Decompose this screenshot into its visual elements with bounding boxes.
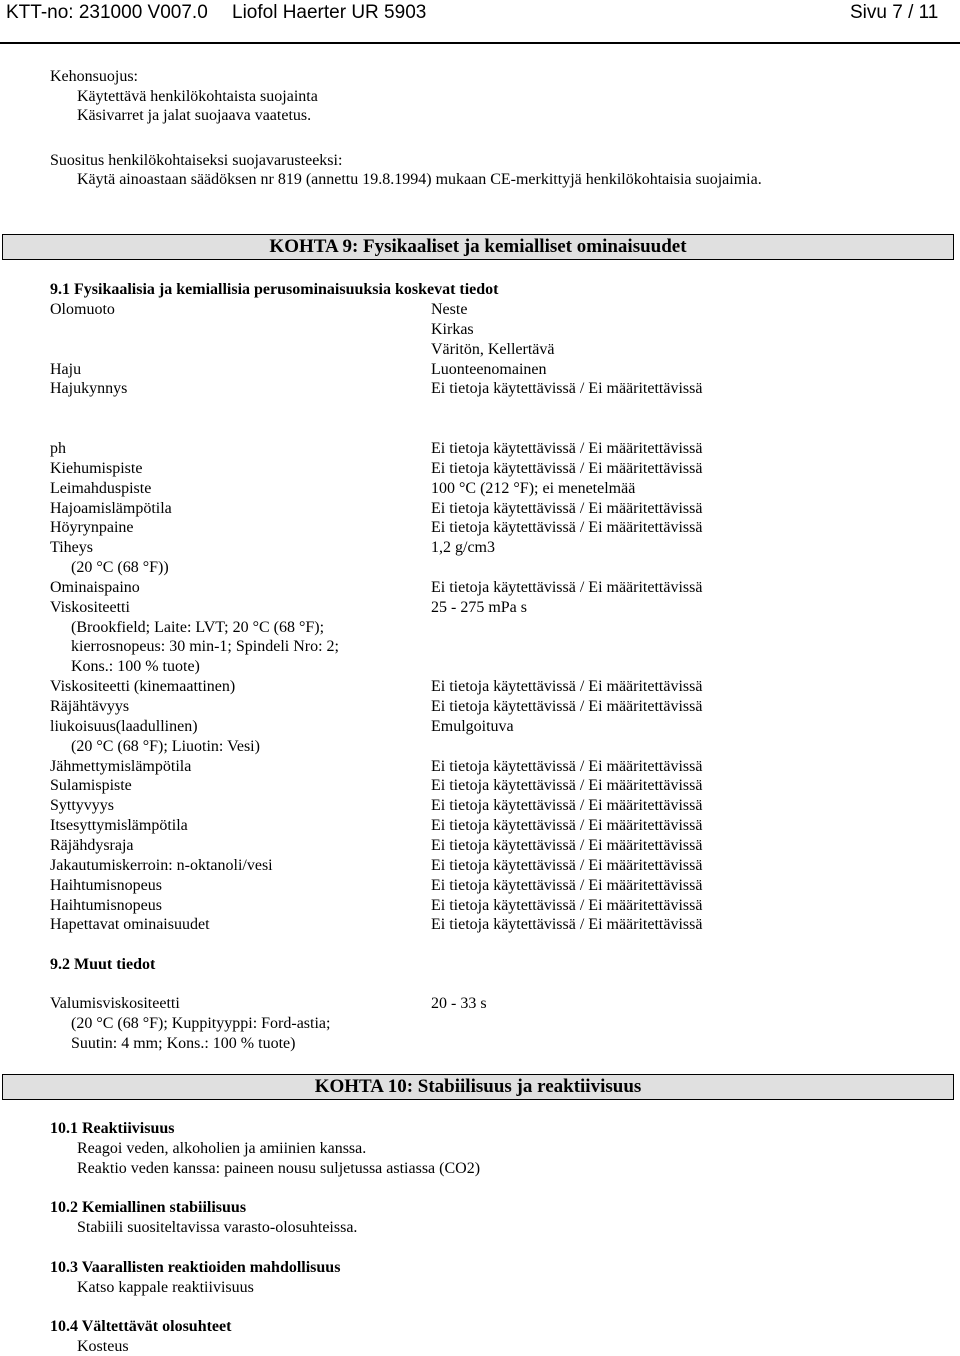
property-label: Haju bbox=[50, 361, 82, 378]
flow-viscosity-label: Valumisviskositeetti bbox=[50, 995, 180, 1012]
property-label: Haihtumisnopeus bbox=[50, 897, 162, 914]
body-protection-line: Käytettävä henkilökohtaista suojainta bbox=[77, 88, 318, 105]
recommendation-line: Käytä ainoastaan säädöksen nr 819 (annettu 19.8.1994) mukaan CE-merkittyjä henkilökohtaisia suojaimia. bbox=[77, 171, 762, 188]
property-value: Ei tietoja käytettävissä / Ei määritettävissä bbox=[431, 519, 703, 536]
property-value: 25 - 275 mPa s bbox=[431, 599, 527, 616]
property-value: Ei tietoja käytettävissä / Ei määritettävissä bbox=[431, 877, 703, 894]
property-label: Hapettavat ominaisuudet bbox=[50, 916, 210, 933]
property-label: Itsesyttymislämpötila bbox=[50, 817, 188, 834]
property-label: (20 °C (68 °F); Liuotin: Vesi) bbox=[71, 738, 260, 755]
subsection-9-1-title: 9.1 Fysikaalisia ja kemiallisia perusominaisuuksia koskevat tiedot bbox=[50, 281, 499, 298]
property-label: liukoisuus(laadullinen) bbox=[50, 718, 198, 735]
property-value: Ei tietoja käytettävissä / Ei määritettävissä bbox=[431, 380, 703, 397]
property-label: Kiehumispiste bbox=[50, 460, 143, 477]
subsection-10-4-line: Kosteus bbox=[77, 1338, 129, 1355]
property-value: Ei tietoja käytettävissä / Ei määritettävissä bbox=[431, 758, 703, 775]
property-label: Hajukynnys bbox=[50, 380, 128, 397]
property-label: Leimahduspiste bbox=[50, 480, 152, 497]
property-label: Kons.: 100 % tuote) bbox=[71, 658, 200, 675]
property-label: Höyrynpaine bbox=[50, 519, 134, 536]
property-label: kierrosnopeus: 30 min-1; Spindeli Nro: 2; bbox=[71, 638, 339, 655]
property-label: Viskositeetti bbox=[50, 599, 130, 616]
property-value: Emulgoituva bbox=[431, 718, 514, 735]
property-value: Ei tietoja käytettävissä / Ei määritettävissä bbox=[431, 797, 703, 814]
property-value: Ei tietoja käytettävissä / Ei määritettävissä bbox=[431, 777, 703, 794]
property-label: (Brookfield; Laite: LVT; 20 °C (68 °F); bbox=[71, 619, 325, 636]
property-value: Väritön, Kellertävä bbox=[431, 341, 555, 358]
subsection-9-2-title: 9.2 Muut tiedot bbox=[50, 956, 156, 973]
property-value: Ei tietoja käytettävissä / Ei määritettävissä bbox=[431, 837, 703, 854]
subsection-10-3-line: Katso kappale reaktiivisuus bbox=[77, 1279, 254, 1296]
header-rule bbox=[0, 42, 960, 44]
property-value: Ei tietoja käytettävissä / Ei määritettävissä bbox=[431, 698, 703, 715]
subsection-10-1-title: 10.1 Reaktiivisuus bbox=[50, 1120, 175, 1137]
property-label: (20 °C (68 °F)) bbox=[71, 559, 169, 576]
property-label: Ominaispaino bbox=[50, 579, 140, 596]
section-10-title: KOHTA 10: Stabiilisuus ja reaktiivisuus bbox=[2, 1074, 954, 1100]
flow-viscosity-value: 20 - 33 s bbox=[431, 995, 487, 1012]
property-label: Räjähdysraja bbox=[50, 837, 134, 854]
subsection-10-4-title: 10.4 Vältettävät olosuhteet bbox=[50, 1318, 232, 1335]
property-value: Ei tietoja käytettävissä / Ei määritettävissä bbox=[431, 440, 703, 457]
property-value: Luonteenomainen bbox=[431, 361, 547, 378]
subsection-10-1-line: Reaktio veden kanssa: paineen nousu suljetussa astiassa (CO2) bbox=[77, 1160, 481, 1177]
property-label: Räjähtävyys bbox=[50, 698, 130, 715]
flow-viscosity-note: (20 °C (68 °F); Kuppityyppi: Ford-astia; bbox=[71, 1015, 331, 1032]
property-label: Haihtumisnopeus bbox=[50, 877, 162, 894]
property-value: Ei tietoja käytettävissä / Ei määritettävissä bbox=[431, 897, 703, 914]
property-label: ph bbox=[50, 440, 66, 457]
subsection-10-2-line: Stabiili suositeltavissa varasto-olosuhteissa. bbox=[77, 1219, 358, 1236]
property-value: Kirkas bbox=[431, 321, 474, 338]
property-value: 1,2 g/cm3 bbox=[431, 539, 495, 556]
property-value: Ei tietoja käytettävissä / Ei määritettävissä bbox=[431, 916, 703, 933]
property-label: Jähmettymislämpötila bbox=[50, 758, 192, 775]
property-value: Ei tietoja käytettävissä / Ei määritettävissä bbox=[431, 678, 703, 695]
property-label: Viskositeetti (kinemaattinen) bbox=[50, 678, 236, 695]
subsection-10-3-title: 10.3 Vaarallisten reaktioiden mahdollisuus bbox=[50, 1259, 341, 1276]
section-9-title: KOHTA 9: Fysikaaliset ja kemialliset ominaisuudet bbox=[2, 234, 954, 260]
body-protection-label: Kehonsuojus: bbox=[50, 68, 138, 85]
document-id: KTT-no: 231000 V007.0 bbox=[6, 2, 208, 23]
property-label: Sulamispiste bbox=[50, 777, 132, 794]
page-number: Sivu 7 / 11 bbox=[850, 2, 939, 23]
property-value: Ei tietoja käytettävissä / Ei määritettävissä bbox=[431, 579, 703, 596]
property-label: Hajoamislämpötila bbox=[50, 500, 172, 517]
subsection-10-1-line: Reagoi veden, alkoholien ja amiinien kanssa. bbox=[77, 1140, 367, 1157]
property-label: Olomuoto bbox=[50, 301, 115, 318]
body-protection-line: Käsivarret ja jalat suojaava vaatetus. bbox=[77, 107, 312, 124]
recommendation-label: Suositus henkilökohtaiseksi suojavarusteeksi: bbox=[50, 152, 343, 169]
property-label: Tiheys bbox=[50, 539, 93, 556]
property-value: Ei tietoja käytettävissä / Ei määritettävissä bbox=[431, 857, 703, 874]
property-value: Ei tietoja käytettävissä / Ei määritettävissä bbox=[431, 500, 703, 517]
property-label: Syttyvyys bbox=[50, 797, 115, 814]
product-name: Liofol Haerter UR 5903 bbox=[232, 2, 427, 23]
property-label: Jakautumiskerroin: n-oktanoli/vesi bbox=[50, 857, 273, 874]
property-value: Neste bbox=[431, 301, 468, 318]
flow-viscosity-note: Suutin: 4 mm; Kons.: 100 % tuote) bbox=[71, 1035, 296, 1052]
property-value: Ei tietoja käytettävissä / Ei määritettävissä bbox=[431, 817, 703, 834]
property-value: 100 °C (212 °F); ei menetelmää bbox=[431, 480, 636, 497]
subsection-10-2-title: 10.2 Kemiallinen stabiilisuus bbox=[50, 1199, 247, 1216]
property-value: Ei tietoja käytettävissä / Ei määritettävissä bbox=[431, 460, 703, 477]
